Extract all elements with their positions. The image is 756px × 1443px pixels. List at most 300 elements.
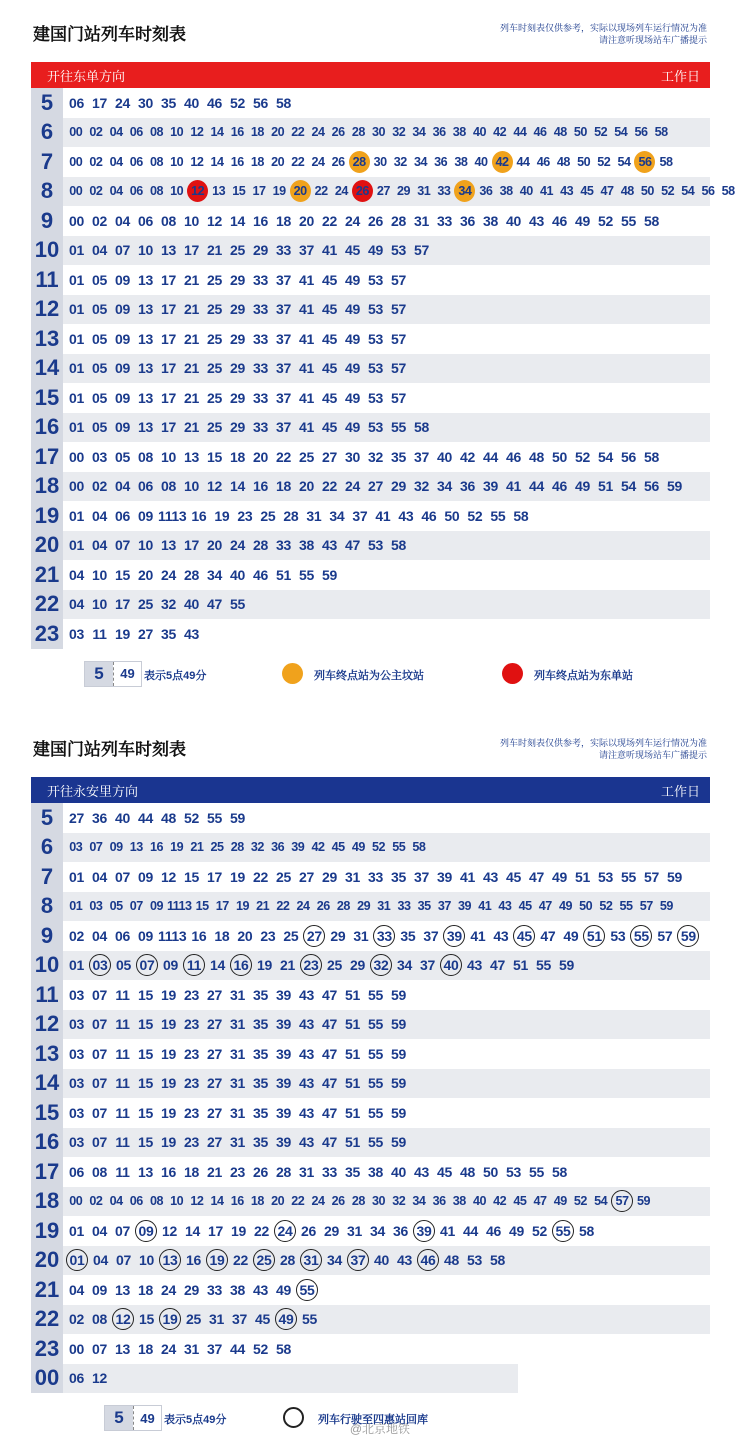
minute-value: 39 xyxy=(276,1045,291,1062)
minute-value: 13 xyxy=(138,419,153,436)
minute-value: 49 xyxy=(509,1222,524,1239)
minute-value: 32 xyxy=(161,596,176,613)
daytype-label: 工作日 xyxy=(660,783,700,799)
minute-value: 37 xyxy=(352,507,368,524)
minute-value: 41 xyxy=(539,184,553,199)
minutes-cell xyxy=(63,1364,518,1394)
hour-cell: 5 xyxy=(31,88,63,118)
minute-value: 27 xyxy=(138,625,153,642)
table-row xyxy=(31,951,710,981)
minute-value: 52 xyxy=(597,154,611,169)
note-line-1: 列车时刻表仅供参考，实际以现场列车运行情况为准 xyxy=(499,738,707,748)
minute-value: 45 xyxy=(322,301,337,318)
table-row xyxy=(31,1246,710,1276)
minute-value: 37 xyxy=(232,1311,247,1328)
minute-value: 55 xyxy=(552,1220,574,1242)
minute-value: 36 xyxy=(432,125,446,140)
minute-value: 54 xyxy=(598,448,613,465)
minute-value: 52 xyxy=(594,125,608,140)
minute-value: 47 xyxy=(538,899,552,914)
minute-value: 58 xyxy=(659,154,673,169)
minute-value: 47 xyxy=(322,1016,337,1033)
table-row xyxy=(31,833,710,863)
minutes-cell xyxy=(63,833,710,863)
minute-value: 07 xyxy=(116,1252,131,1269)
minute-value: 18 xyxy=(250,125,264,140)
timetable-header xyxy=(31,12,710,62)
minute-value: 24 xyxy=(345,212,360,229)
minute-value: 53 xyxy=(598,868,613,885)
minutes-cell xyxy=(63,951,710,981)
minute-value: 27 xyxy=(207,1016,222,1033)
minute-value: 55 xyxy=(490,507,506,524)
minute-value: 02 xyxy=(69,927,84,944)
daytype-label: 工作日 xyxy=(660,68,700,84)
minute-value: 43 xyxy=(299,986,314,1003)
minute-value: 29 xyxy=(324,1222,339,1239)
table-row xyxy=(31,892,710,922)
minute-value: 20 xyxy=(290,180,311,202)
minute-value: 41 xyxy=(322,242,337,259)
direction-label: 开往永安里方向 xyxy=(47,783,139,799)
minute-value: 31 xyxy=(230,1134,245,1151)
minute-value: 39 xyxy=(413,1220,435,1242)
minute-value: 59 xyxy=(659,899,673,914)
hour-cell: 22 xyxy=(31,1305,63,1335)
minute-value: 10 xyxy=(170,1194,184,1209)
minute-value: 33 xyxy=(253,360,268,377)
minute-value: 24 xyxy=(230,537,245,554)
minute-value: 19 xyxy=(170,840,184,855)
minute-value: 28 xyxy=(351,1194,365,1209)
minute-value: 10 xyxy=(170,125,184,140)
minute-value: 41 xyxy=(299,271,314,288)
minute-value: 01 xyxy=(69,301,84,318)
minute-value: 24 xyxy=(311,125,325,140)
table-row xyxy=(31,1128,710,1158)
minute-value: 33 xyxy=(437,184,451,199)
minute-value: 34 xyxy=(329,507,345,524)
hour-cell: 7 xyxy=(31,862,63,892)
minute-value: 52 xyxy=(184,809,199,826)
table-row xyxy=(31,531,710,561)
minute-value: 58 xyxy=(276,1340,291,1357)
minute-value: 05 xyxy=(115,448,130,465)
minute-value: 58 xyxy=(490,1252,505,1269)
minute-value: 06 xyxy=(115,507,130,524)
minute-value: 23 xyxy=(184,986,199,1003)
hour-cell: 12 xyxy=(31,1010,63,1040)
hour-cell: 11 xyxy=(31,980,63,1010)
note-line-2: 请注意听现场站车广播提示 xyxy=(598,750,707,760)
minute-value: 44 xyxy=(463,1222,478,1239)
minute-value: 49 xyxy=(563,927,579,944)
minute-value: 54 xyxy=(621,478,636,495)
minute-value: 53 xyxy=(506,1163,521,1180)
minute-value: 04 xyxy=(92,537,107,554)
minute-value: 17 xyxy=(184,242,199,259)
minute-value: 35 xyxy=(391,448,406,465)
minute-value: 52 xyxy=(598,212,613,229)
minute-value: 41 xyxy=(299,301,314,318)
legend-example-text: 表示5点49分 xyxy=(164,1414,227,1426)
minute-value: 34 xyxy=(327,1252,342,1269)
minute-value: 26 xyxy=(253,1163,268,1180)
direction-label: 开往东单方向 xyxy=(47,68,126,84)
minute-value: 23 xyxy=(184,1104,199,1121)
minute-value: 02 xyxy=(92,478,107,495)
minute-value: 22 xyxy=(291,125,305,140)
minute-value: 33 xyxy=(253,301,268,318)
minute-value: 44 xyxy=(529,478,544,495)
minute-value: 56 xyxy=(253,94,268,111)
minute-value: 42 xyxy=(460,448,475,465)
minute-value: 05 xyxy=(92,389,107,406)
minute-value: 41 xyxy=(478,899,492,914)
table-row xyxy=(31,324,710,354)
hour-cell: 22 xyxy=(31,590,63,620)
minute-value: 33 xyxy=(437,212,452,229)
legend-item-label: 列车终点站为公主坟站 xyxy=(314,669,424,682)
minute-value: 07 xyxy=(136,954,158,976)
minute-value: 41 xyxy=(460,868,475,885)
minute-value: 58 xyxy=(579,1222,594,1239)
minute-value: 20 xyxy=(138,566,153,583)
table-row xyxy=(31,1098,710,1128)
minutes-cell xyxy=(63,1098,710,1128)
minute-value: 16 xyxy=(253,478,268,495)
minute-value: 39 xyxy=(458,899,472,914)
minutes-cell xyxy=(63,1010,710,1040)
minute-value: 11 xyxy=(115,1016,130,1033)
table-row xyxy=(31,413,710,443)
minute-value: 19 xyxy=(214,507,230,524)
minute-value: 59 xyxy=(667,868,682,885)
minutes-cell xyxy=(63,1275,710,1305)
minute-value: 42 xyxy=(311,840,325,855)
minute-value: 45 xyxy=(322,360,337,377)
minute-value: 05 xyxy=(92,330,107,347)
minute-value: 09 xyxy=(109,840,123,855)
minute-value: 04 xyxy=(69,566,84,583)
hour-cell: 11 xyxy=(31,265,63,295)
minute-value: 07 xyxy=(115,242,130,259)
minute-value: 14 xyxy=(210,957,225,974)
minute-value: 45 xyxy=(437,1163,452,1180)
minute-value: 11 xyxy=(115,1045,130,1062)
table-row xyxy=(31,862,710,892)
minute-value: 43 xyxy=(483,868,498,885)
minute-value: 22 xyxy=(276,448,291,465)
minute-value: 10 xyxy=(138,537,153,554)
minute-value: 15 xyxy=(207,448,222,465)
minute-value: 09 xyxy=(138,927,153,944)
legend xyxy=(31,649,710,699)
minute-value: 17 xyxy=(252,184,266,199)
timetable-1 xyxy=(31,12,735,699)
minute-value: 57 xyxy=(391,301,406,318)
minute-value: 51 xyxy=(345,1016,360,1033)
minute-value: 56 xyxy=(634,151,655,173)
minutes-cell xyxy=(63,1216,710,1246)
minute-value: 31 xyxy=(414,212,429,229)
minute-value: 13 xyxy=(161,242,176,259)
hour-cell: 15 xyxy=(31,1098,63,1128)
minute-value: 1113 xyxy=(158,927,187,944)
minute-value: 07 xyxy=(129,899,143,914)
minute-value: 50 xyxy=(573,125,587,140)
minute-value: 01 xyxy=(69,271,84,288)
minute-value: 35 xyxy=(253,1075,268,1092)
minute-value: 57 xyxy=(391,360,406,377)
minute-value: 47 xyxy=(322,1045,337,1062)
minute-value: 38 xyxy=(452,125,466,140)
minute-value: 37 xyxy=(276,301,291,318)
minute-value: 20 xyxy=(207,537,222,554)
minute-value: 45 xyxy=(345,242,360,259)
hour-cell: 23 xyxy=(31,1334,63,1364)
minute-value: 53 xyxy=(610,927,626,944)
minute-value: 10 xyxy=(170,154,184,169)
minute-value: 26 xyxy=(301,1222,316,1239)
table-row xyxy=(31,1364,710,1394)
minute-value: 58 xyxy=(552,1163,567,1180)
hour-cell: 20 xyxy=(31,531,63,561)
minute-value: 35 xyxy=(253,1045,268,1062)
minute-value: 33 xyxy=(373,925,395,947)
minute-value: 20 xyxy=(253,448,268,465)
minute-value: 46 xyxy=(207,94,222,111)
minutes-cell xyxy=(63,413,710,443)
minute-value: 55 xyxy=(302,1311,317,1328)
minute-value: 11 xyxy=(115,1134,130,1151)
minute-value: 00 xyxy=(69,154,83,169)
minute-value: 21 xyxy=(184,360,199,377)
minute-value: 01 xyxy=(69,242,84,259)
minute-value: 40 xyxy=(374,1252,389,1269)
minute-value: 04 xyxy=(92,868,107,885)
minute-value: 04 xyxy=(109,154,123,169)
minute-value: 27 xyxy=(322,448,337,465)
minute-value: 51 xyxy=(513,957,528,974)
minute-value: 10 xyxy=(184,478,199,495)
minutes-cell xyxy=(63,265,710,295)
minute-value: 52 xyxy=(532,1222,547,1239)
minute-value: 45 xyxy=(331,840,345,855)
minute-value: 49 xyxy=(345,271,360,288)
minute-value: 18 xyxy=(138,1281,153,1298)
minute-value: 07 xyxy=(89,840,103,855)
hour-cell: 16 xyxy=(31,1128,63,1158)
minute-value: 55 xyxy=(368,1075,383,1092)
minute-value: 19 xyxy=(115,625,130,642)
minute-value: 58 xyxy=(654,125,668,140)
minute-value: 31 xyxy=(230,1045,245,1062)
minute-value: 29 xyxy=(230,419,245,436)
minute-value: 12 xyxy=(190,1194,204,1209)
minute-value: 43 xyxy=(322,537,337,554)
minute-value: 01 xyxy=(69,507,84,524)
minute-value: 21 xyxy=(184,330,199,347)
minute-value: 19 xyxy=(272,184,286,199)
minute-value: 19 xyxy=(161,1016,176,1033)
minute-value: 12 xyxy=(112,1308,134,1330)
minute-value: 51 xyxy=(575,868,590,885)
minute-value: 20 xyxy=(237,927,253,944)
minute-value: 19 xyxy=(161,986,176,1003)
timetable-title: 建国门站列车时刻表 xyxy=(33,25,186,44)
minute-value: 21 xyxy=(184,301,199,318)
minute-value: 04 xyxy=(69,596,84,613)
minutes-cell xyxy=(63,501,710,531)
minute-value: 25 xyxy=(327,957,342,974)
timetable-2 xyxy=(31,727,710,1443)
minute-value: 24 xyxy=(345,478,360,495)
minute-value: 08 xyxy=(92,1163,107,1180)
minute-value: 01 xyxy=(69,957,84,974)
minute-value: 15 xyxy=(138,1134,153,1151)
minute-value: 39 xyxy=(276,986,291,1003)
minute-value: 16 xyxy=(253,212,268,229)
minute-value: 00 xyxy=(69,125,83,140)
minute-value: 52 xyxy=(575,448,590,465)
minute-value: 04 xyxy=(92,242,107,259)
minute-value: 54 xyxy=(614,125,628,140)
minute-value: 46 xyxy=(486,1222,501,1239)
minute-value: 45 xyxy=(322,419,337,436)
minute-value: 58 xyxy=(644,448,659,465)
minute-value: 14 xyxy=(185,1222,200,1239)
timetable-header xyxy=(31,727,710,777)
minute-value: 04 xyxy=(92,1222,107,1239)
minute-value: 04 xyxy=(69,1281,84,1298)
minute-value: 07 xyxy=(115,868,130,885)
minute-value: 03 xyxy=(69,986,84,1003)
minute-value: 31 xyxy=(347,1222,362,1239)
table-row xyxy=(31,442,710,472)
minute-value: 49 xyxy=(368,242,383,259)
hour-cell: 00 xyxy=(31,1364,63,1394)
note-line-2: 请注意听现场站车广播提示 xyxy=(598,35,707,45)
minute-value: 05 xyxy=(109,899,123,914)
direction-bar xyxy=(31,62,710,88)
minute-value: 41 xyxy=(299,360,314,377)
table-row xyxy=(31,236,710,266)
minute-value: 46 xyxy=(533,125,547,140)
minute-value: 34 xyxy=(454,180,475,202)
table-row xyxy=(31,1010,710,1040)
minute-value: 35 xyxy=(253,986,268,1003)
minute-value: 40 xyxy=(115,809,130,826)
minute-value: 35 xyxy=(161,94,176,111)
table-row xyxy=(31,472,710,502)
minute-value: 55 xyxy=(368,1104,383,1121)
minute-value: 39 xyxy=(483,478,498,495)
table-row xyxy=(31,501,710,531)
minute-value: 19 xyxy=(231,1222,246,1239)
minute-value: 31 xyxy=(230,986,245,1003)
minute-value: 49 xyxy=(575,478,590,495)
minute-value: 37 xyxy=(276,330,291,347)
minute-value: 08 xyxy=(149,154,163,169)
minute-value: 28 xyxy=(349,151,370,173)
minute-value: 14 xyxy=(210,1194,224,1209)
minute-value: 15 xyxy=(138,1016,153,1033)
hour-cell: 23 xyxy=(31,619,63,649)
minute-value: 37 xyxy=(276,419,291,436)
minute-value: 14 xyxy=(230,478,245,495)
hour-cell: 13 xyxy=(31,1039,63,1069)
minute-value: 07 xyxy=(92,1016,107,1033)
minute-value: 42 xyxy=(493,1194,507,1209)
minute-value: 29 xyxy=(322,868,337,885)
hour-cell: 9 xyxy=(31,206,63,236)
minute-value: 03 xyxy=(69,1104,84,1121)
minute-value: 12 xyxy=(207,212,222,229)
minute-value: 17 xyxy=(161,301,176,318)
minute-value: 46 xyxy=(253,566,268,583)
legend-red-marker xyxy=(502,663,523,684)
legend-example-hour: 5 xyxy=(105,1406,133,1430)
minute-value: 06 xyxy=(129,154,143,169)
minute-value: 43 xyxy=(299,1104,314,1121)
minute-value: 23 xyxy=(260,927,276,944)
minute-value: 37 xyxy=(420,957,435,974)
minute-value: 05 xyxy=(116,957,131,974)
table-row xyxy=(31,147,710,177)
hour-cell: 6 xyxy=(31,833,63,863)
minute-value: 18 xyxy=(230,448,245,465)
minute-value: 41 xyxy=(299,419,314,436)
minute-value: 46 xyxy=(552,478,567,495)
minute-value: 09 xyxy=(115,360,130,377)
minute-value: 31 xyxy=(377,899,391,914)
minute-value: 50 xyxy=(483,1163,498,1180)
minute-value: 11 xyxy=(115,986,130,1003)
minute-value: 28 xyxy=(283,507,299,524)
minute-value: 12 xyxy=(190,125,204,140)
minute-value: 55 xyxy=(630,925,652,947)
minute-value: 56 xyxy=(644,478,659,495)
minute-value: 32 xyxy=(368,448,383,465)
table-row xyxy=(31,177,735,207)
minute-value: 07 xyxy=(92,1075,107,1092)
hour-cell: 17 xyxy=(31,442,63,472)
minute-value: 58 xyxy=(276,94,291,111)
minute-value: 25 xyxy=(207,419,222,436)
minute-value: 38 xyxy=(299,537,314,554)
table-row xyxy=(31,1039,710,1069)
minute-value: 00 xyxy=(69,184,83,199)
minute-value: 26 xyxy=(331,154,345,169)
minute-value: 59 xyxy=(559,957,574,974)
minute-value: 06 xyxy=(69,1370,84,1387)
minutes-cell xyxy=(63,980,710,1010)
minute-value: 47 xyxy=(322,986,337,1003)
minute-value: 53 xyxy=(368,419,383,436)
minute-value: 06 xyxy=(138,212,153,229)
minute-value: 02 xyxy=(92,212,107,229)
minute-value: 29 xyxy=(230,360,245,377)
minute-value: 35 xyxy=(253,1104,268,1121)
minute-value: 43 xyxy=(299,1134,314,1151)
minute-value: 31 xyxy=(353,927,369,944)
minute-value: 01 xyxy=(69,389,84,406)
minute-value: 41 xyxy=(470,927,486,944)
minute-value: 24 xyxy=(334,184,348,199)
minutes-cell xyxy=(63,1187,710,1217)
minute-value: 27 xyxy=(69,809,84,826)
